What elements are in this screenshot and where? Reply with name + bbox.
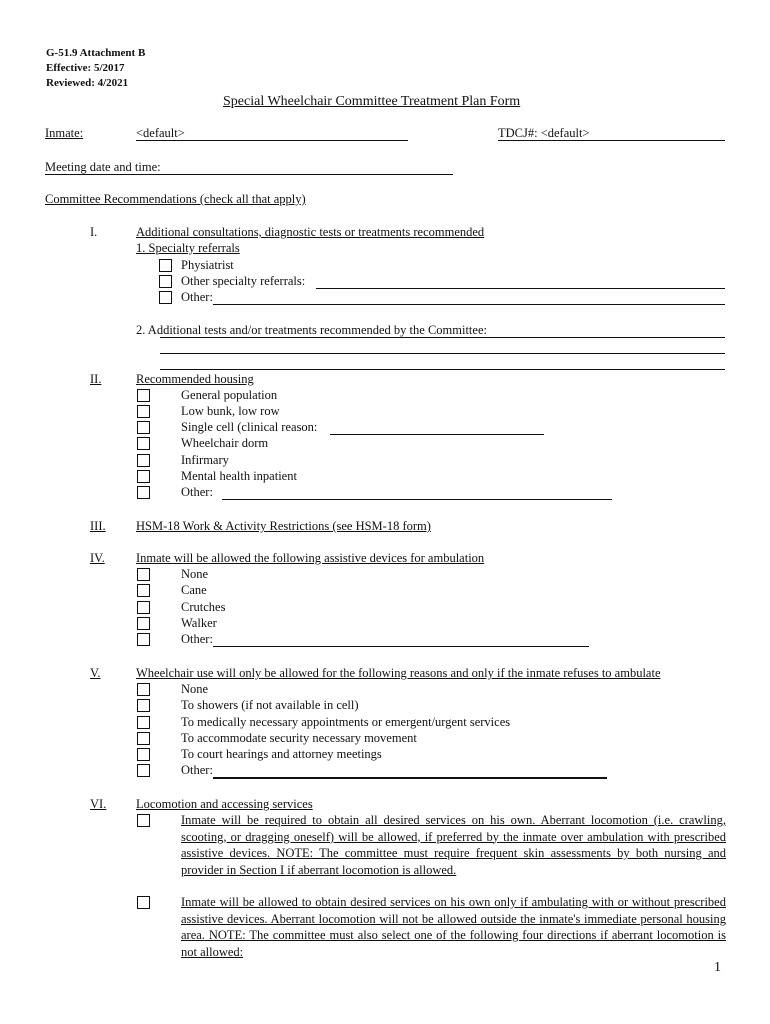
locomotion-option-1-checkbox[interactable]	[137, 814, 150, 827]
additional-tests-heading: 2. Additional tests and/or treatments recommended by the Committee:	[136, 323, 487, 337]
housing-other-field[interactable]	[222, 499, 612, 500]
section-3-number: III.	[90, 519, 106, 533]
specialty-referrals-heading: 1. Specialty referrals	[136, 241, 240, 255]
device-checkbox[interactable]	[137, 601, 150, 614]
housing-checkbox[interactable]	[137, 454, 150, 467]
housing-checkbox[interactable]	[137, 437, 150, 450]
checkbox-label: General population	[181, 388, 278, 402]
additional-tests-field[interactable]	[160, 337, 725, 338]
recommendations-heading: Committee Recommendations (check all that apply)	[45, 192, 306, 206]
section-1-number: I.	[90, 225, 98, 239]
checkbox-label: Physiatrist	[181, 258, 234, 272]
checkbox-label: Mental health inpatient	[181, 469, 297, 483]
housing-checkbox[interactable]	[137, 486, 150, 499]
checkbox-label: Other:	[181, 290, 213, 304]
document-id: G-51.9 Attachment B	[46, 47, 146, 59]
checkbox-label: Other:	[181, 763, 213, 777]
section-5-title: Wheelchair use will only be allowed for the following reasons and only if the inmate refuses to ambulate	[136, 666, 661, 680]
section-6-number: VI.	[90, 797, 107, 811]
device-checkbox[interactable]	[137, 568, 150, 581]
section-1-title: Additional consultations, diagnostic tests or treatments recommended	[136, 225, 485, 239]
locomotion-option-2-text: Inmate will be allowed to obtain desired services on his own only if ambulating with or without prescribed assistive devices. Aberrant locomotion will not be allowed outside the inmate's immediate personal housing area. NOTE: The committee must also select one of the following four directions if aberrant locomotion is not allowed:	[181, 895, 726, 959]
checkbox-label: None	[181, 682, 209, 696]
inmate-field[interactable]	[136, 140, 408, 141]
device-checkbox[interactable]	[137, 584, 150, 597]
checkbox-label: To court hearings and attorney meetings	[181, 747, 382, 761]
checkbox-label: Walker	[181, 616, 217, 630]
checkbox-label: None	[181, 567, 209, 581]
section-2-number: II.	[90, 372, 102, 386]
housing-checkbox[interactable]	[137, 389, 150, 402]
checkbox-label: To medically necessary appointments or emergent/urgent services	[181, 715, 511, 729]
single-cell-reason-field[interactable]	[330, 434, 544, 435]
wheelchair-checkbox[interactable]	[137, 683, 150, 696]
device-checkbox[interactable]	[137, 633, 150, 646]
page-number: 1	[714, 960, 721, 975]
checkbox-label: Infirmary	[181, 453, 229, 467]
wheelchair-checkbox[interactable]	[137, 764, 150, 777]
checkbox-label: To showers (if not available in cell)	[181, 698, 359, 712]
additional-tests-field[interactable]	[160, 353, 725, 354]
effective-date: Effective: 5/2017	[46, 62, 125, 74]
section-6-title: Locomotion and accessing services	[136, 797, 313, 811]
inmate-label: Inmate:	[45, 126, 84, 140]
wheelchair-checkbox[interactable]	[137, 748, 150, 761]
meeting-field[interactable]	[45, 174, 453, 175]
additional-tests-field[interactable]	[160, 369, 725, 370]
wheelchair-checkbox[interactable]	[137, 699, 150, 712]
section-2-title: Recommended housing	[136, 372, 254, 386]
checkbox-label: Cane	[181, 583, 207, 597]
checkbox-label: Other:	[181, 485, 213, 499]
meeting-label: Meeting date and time:	[45, 160, 161, 174]
tdcj-label: TDCJ#: <default>	[498, 126, 590, 140]
locomotion-option-1-text: Inmate will be required to obtain all desired services on his own. Aberrant locomotion (i.e. crawling, scooting, or dragging oneself) will be allowed, if preferred by the inmate over ambulation with prescribed assistive devices. NOTE: The committee must require frequent skin assessments by both nursing and provider in Section I if aberrant locomotion is allowed.	[181, 813, 726, 877]
form-title: Special Wheelchair Committee Treatment Plan Form	[223, 94, 521, 109]
housing-checkbox[interactable]	[137, 470, 150, 483]
other-referral-field[interactable]	[213, 304, 725, 305]
wheelchair-other-field[interactable]	[213, 777, 607, 779]
tdcj-field[interactable]	[498, 140, 725, 141]
section-3-title: HSM-18 Work & Activity Restrictions (see HSM-18 form)	[136, 519, 431, 533]
checkbox-label: Single cell (clinical reason:	[181, 420, 318, 434]
other-specialty-checkbox[interactable]	[159, 275, 172, 288]
section-4-title: Inmate will be allowed the following assistive devices for ambulation	[136, 551, 485, 565]
checkbox-label: Wheelchair dorm	[181, 436, 269, 450]
physiatrist-checkbox[interactable]	[159, 259, 172, 272]
locomotion-option-2-checkbox[interactable]	[137, 896, 150, 909]
housing-checkbox[interactable]	[137, 405, 150, 418]
reviewed-date: Reviewed: 4/2021	[46, 77, 129, 89]
inmate-value: <default>	[136, 126, 185, 140]
checkbox-label: Low bunk, low row	[181, 404, 280, 418]
checkbox-label: Other specialty referrals:	[181, 274, 306, 288]
checkbox-label: Crutches	[181, 600, 226, 614]
wheelchair-checkbox[interactable]	[137, 732, 150, 745]
housing-checkbox[interactable]	[137, 421, 150, 434]
checkbox-label: Other:	[181, 632, 213, 646]
section-4-number: IV.	[90, 551, 105, 565]
checkbox-label: To accommodate security necessary movement	[181, 731, 417, 745]
device-other-field[interactable]	[213, 646, 589, 647]
device-checkbox[interactable]	[137, 617, 150, 630]
section-5-number: V.	[90, 666, 101, 680]
other-referral-checkbox[interactable]	[159, 291, 172, 304]
other-specialty-field[interactable]	[316, 288, 725, 289]
wheelchair-checkbox[interactable]	[137, 716, 150, 729]
